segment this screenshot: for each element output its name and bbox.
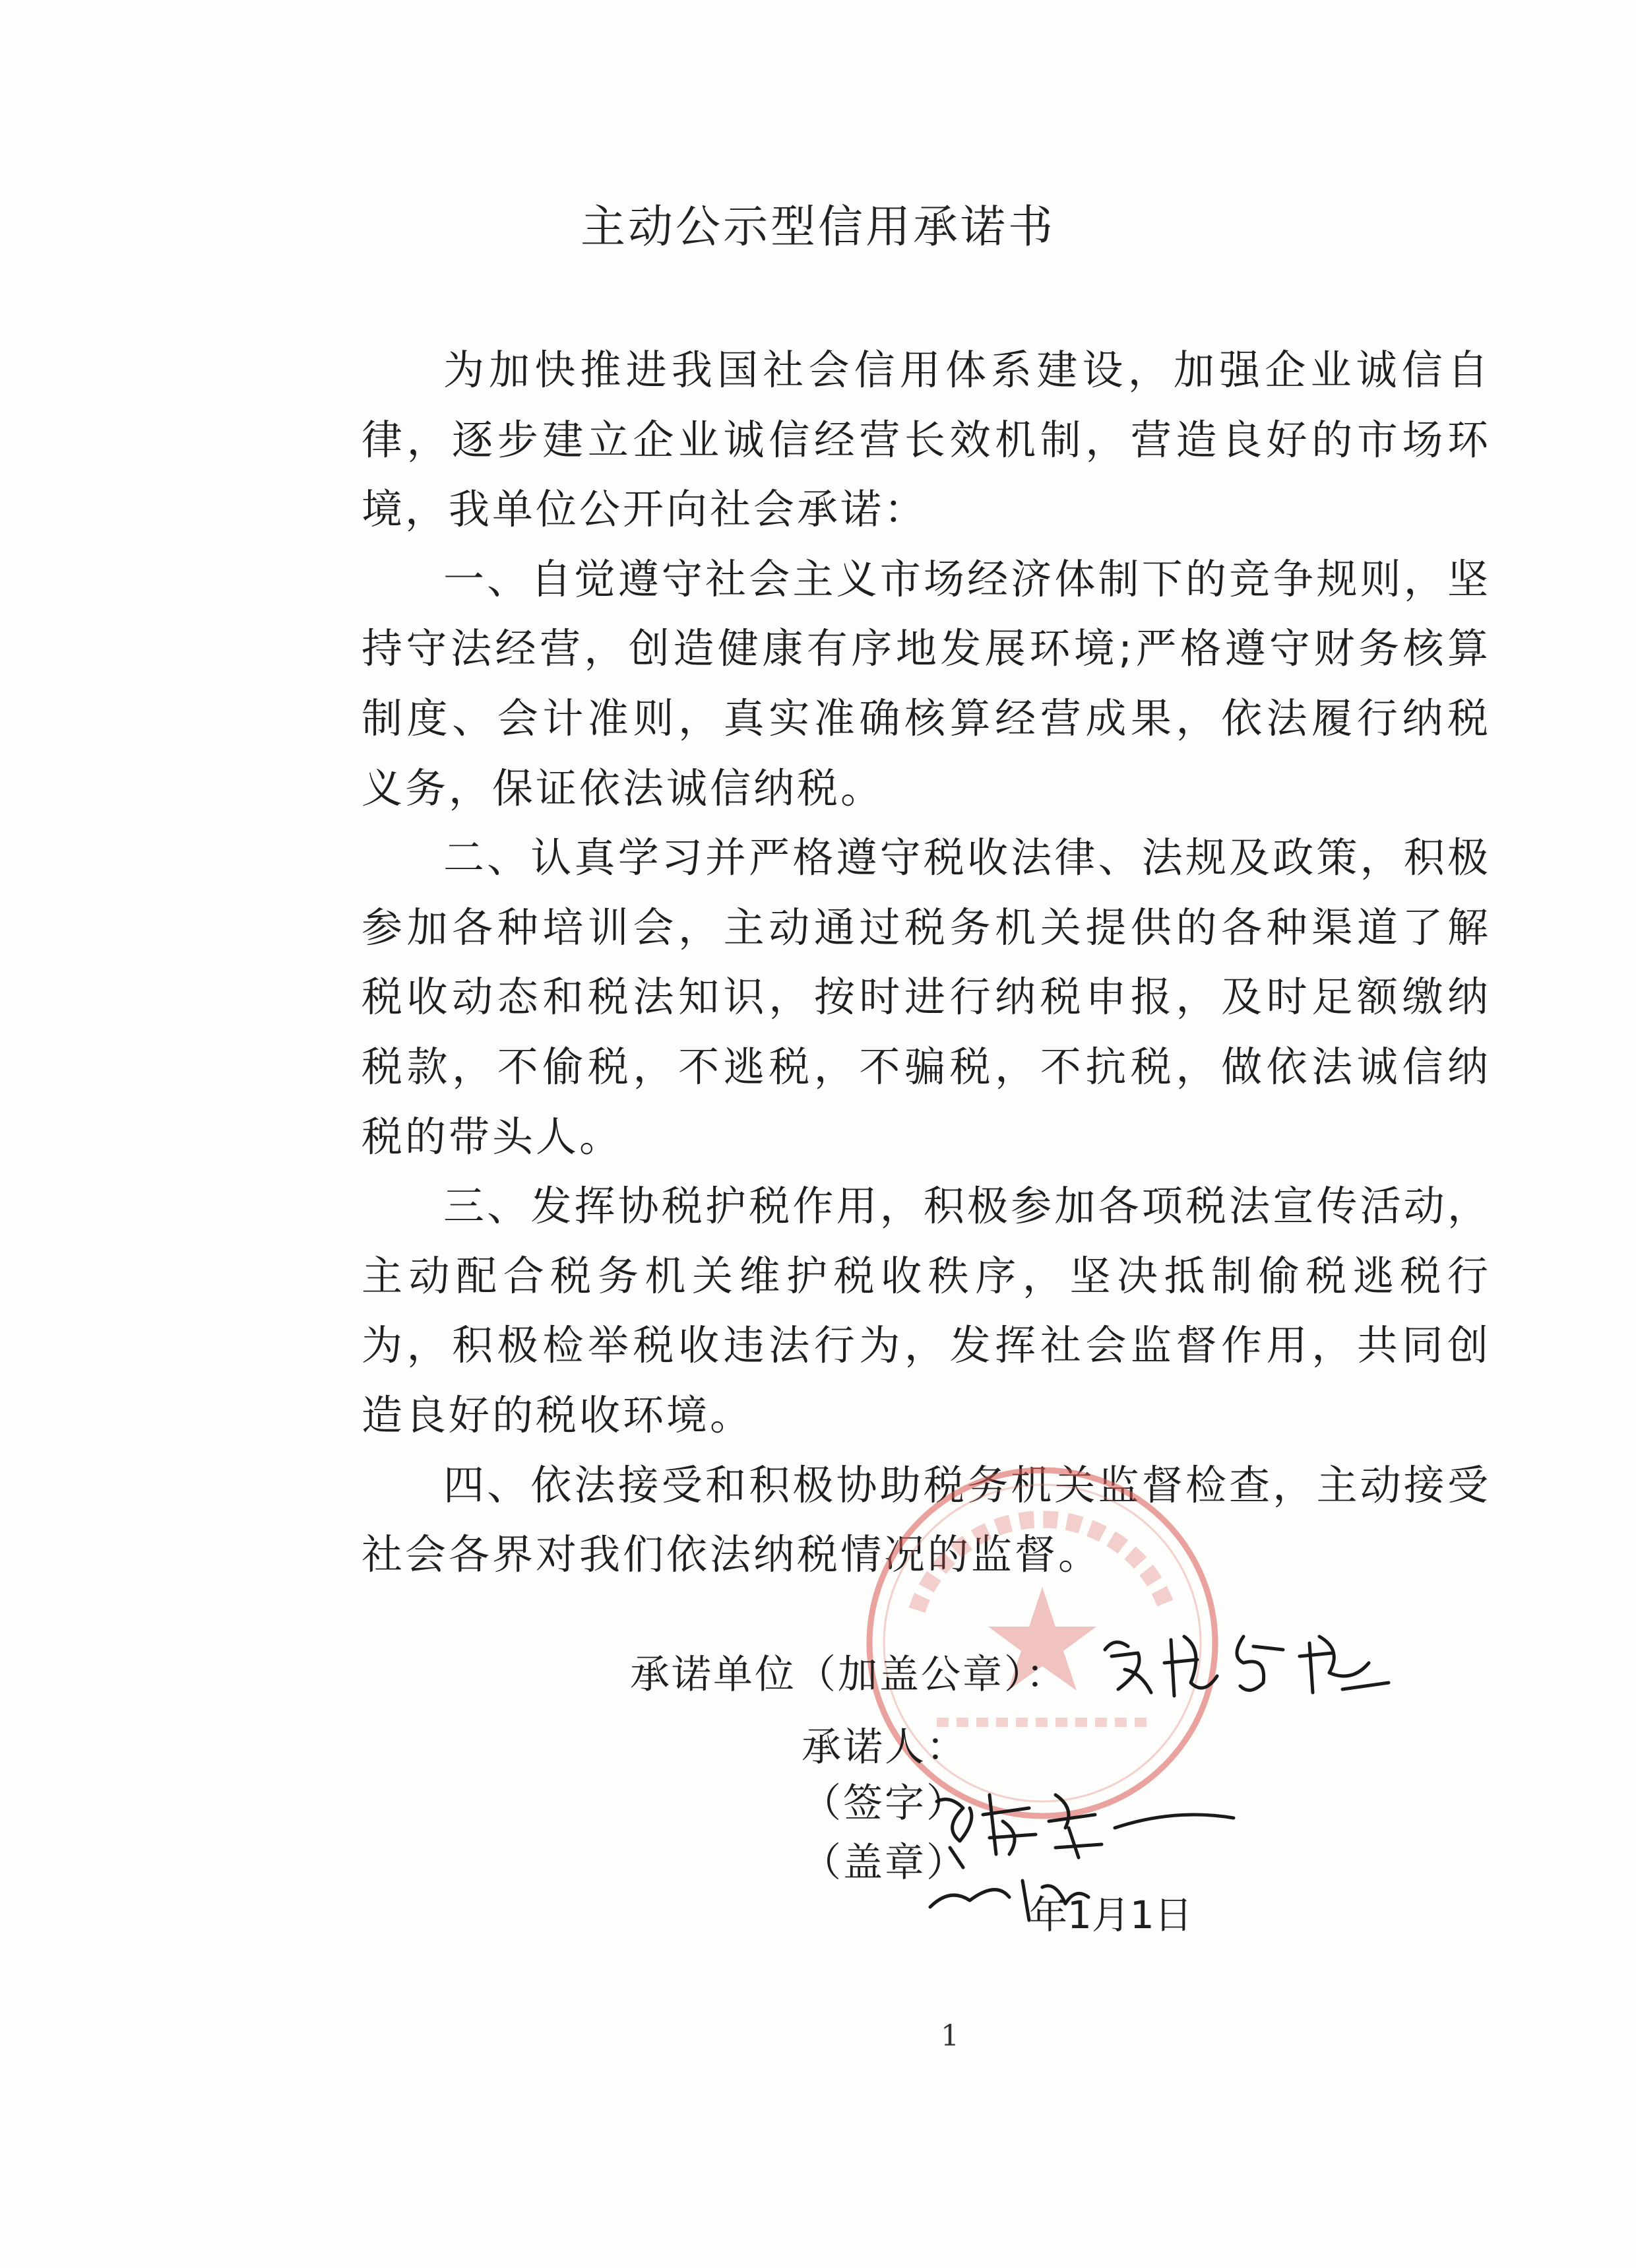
signature-date: 年1月1日 — [1029, 1893, 1193, 1937]
paragraph-clause-4: 四、依法接受和积极协助税务机关监督检查，主动接受社会各界对我们依法纳税情况的监督。 — [362, 1460, 1491, 1579]
signature-seal-label: （盖章） — [802, 1840, 968, 1886]
paragraph-clause-3: 三、发挥协税护税作用，积极参加各项税法宣传活动，主动配合税务机关维护税收秩序，坚决抵制偷税逃税行为，积极检举税收违法行为，发挥社会监督作用，共同创造良好的税收环境。 — [362, 1182, 1491, 1439]
signature-unit-label: 承诺单位（加盖公章）： — [630, 1652, 1067, 1698]
paragraph-intro: 为加快推进我国社会信用体系建设，加强企业诚信自律，逐步建立企业诚信经营长效机制，营造良好的市场环境，我单位公开向社会承诺： — [362, 346, 1491, 534]
signature-person-label: 承诺人： — [802, 1724, 968, 1770]
handwritten-company-name — [1092, 1610, 1408, 1716]
paragraph-clause-1: 一、自觉遵守社会主义市场经济体制下的竞争规则，坚持守法经营，创造健康有序地发展环境;严格遵守财务核算制度、会计准则，真实准确核算经营成果，依法履行纳税义务，保证依法诚信纳税。 — [362, 554, 1491, 812]
page-number: 1 — [941, 2019, 959, 2053]
paragraph-clause-2: 二、认真学习并严格遵守税收法律、法规及政策，积极参加各种培训会，主动通过税务机关提供的各种渠道了解税收动态和税法知识，按时进行纳税申报，及时足额缴纳税款，不偷税，不逃税，不骗税，不抗税，做依法诚信纳税的带头人。 — [362, 833, 1491, 1161]
document-body — [362, 335, 1491, 1590]
signature-sign-label: （签字） — [802, 1780, 968, 1827]
document-title: 主动公示型信用承诺书 — [580, 201, 1055, 253]
